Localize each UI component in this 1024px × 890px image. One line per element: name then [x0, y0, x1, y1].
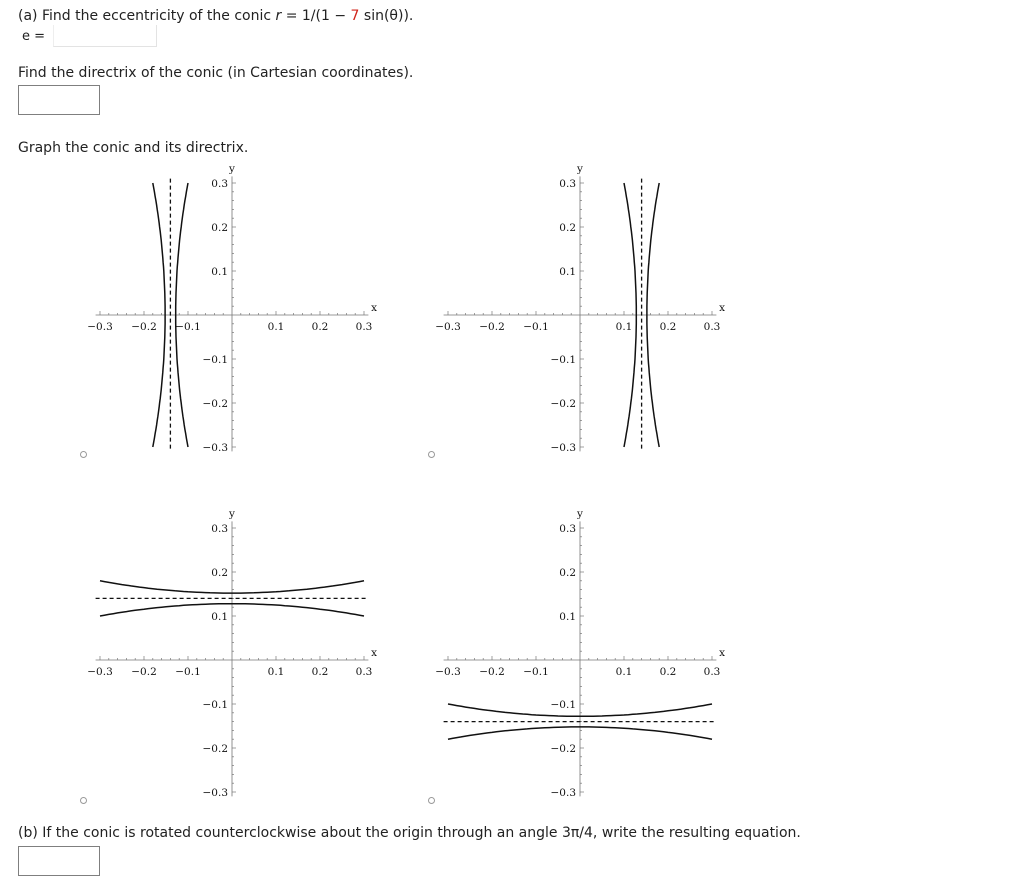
y-tick-label: 0.1 — [211, 611, 228, 623]
graph-option-3-radio[interactable] — [80, 797, 87, 804]
y-axis-label: y — [577, 508, 583, 520]
y-tick-label: −0.3 — [202, 787, 228, 799]
graph-option-2-radio[interactable] — [428, 451, 435, 458]
graph-option-4 — [435, 508, 725, 799]
graph-option-1-radio[interactable] — [80, 451, 87, 458]
x-tick-label: 0.1 — [267, 321, 285, 333]
x-tick-label: −0.3 — [435, 321, 461, 333]
rotated-equation-input[interactable] — [18, 846, 100, 876]
y-tick-label: 0.2 — [559, 567, 576, 579]
x-tick-label: 0.3 — [703, 321, 721, 333]
y-axis-label: y — [229, 508, 235, 520]
y-tick-label: −0.2 — [202, 743, 228, 755]
y-tick-label: 0.1 — [559, 611, 576, 623]
graph-option-1 — [87, 163, 377, 454]
y-tick-label: −0.1 — [202, 354, 228, 366]
y-tick-label: 0.1 — [559, 266, 576, 278]
y-tick-label: −0.1 — [202, 699, 228, 711]
y-axis-label: y — [577, 163, 583, 175]
x-tick-label: −0.3 — [87, 666, 113, 678]
x-tick-label: −0.2 — [131, 666, 157, 678]
graph-option-2 — [435, 163, 725, 454]
y-tick-label: −0.3 — [550, 442, 576, 454]
x-tick-label: −0.1 — [175, 321, 201, 333]
x-tick-label: −0.2 — [479, 321, 505, 333]
y-tick-label: −0.2 — [550, 398, 576, 410]
graph-option-3 — [87, 508, 377, 799]
y-tick-label: −0.2 — [550, 743, 576, 755]
directrix-prompt: Find the directrix of the conic (in Cartesian coordinates). — [18, 65, 414, 81]
y-tick-label: 0.2 — [559, 222, 576, 234]
x-tick-label: 0.1 — [615, 321, 633, 333]
x-tick-label: −0.2 — [479, 666, 505, 678]
y-tick-label: 0.3 — [559, 178, 576, 190]
y-tick-label: −0.2 — [202, 398, 228, 410]
y-tick-label: 0.1 — [211, 266, 228, 278]
x-tick-label: −0.3 — [87, 321, 113, 333]
y-tick-label: −0.1 — [550, 699, 576, 711]
x-axis-label: x — [371, 647, 378, 659]
x-tick-label: 0.3 — [355, 321, 373, 333]
x-tick-label: 0.1 — [267, 666, 285, 678]
y-tick-label: 0.3 — [559, 523, 576, 535]
y-tick-label: −0.3 — [202, 442, 228, 454]
question-a-prefix: (a) Find the eccentricity of the conic — [18, 8, 276, 24]
y-axis-label: y — [229, 163, 235, 175]
x-tick-label: −0.1 — [523, 666, 549, 678]
coefficient: 7 — [350, 8, 360, 24]
x-tick-label: −0.1 — [175, 666, 201, 678]
x-axis-label: x — [719, 302, 726, 314]
question-b-text: (b) If the conic is rotated counterclockwise about the origin through an angle 3π/4, write the resulting equation. — [18, 825, 801, 841]
equation-part: = 1/(1 − — [281, 8, 351, 24]
y-tick-label: 0.2 — [211, 567, 228, 579]
y-tick-label: −0.3 — [550, 787, 576, 799]
x-axis-label: x — [371, 302, 378, 314]
x-tick-label: 0.2 — [311, 666, 329, 678]
x-tick-label: −0.3 — [435, 666, 461, 678]
y-tick-label: 0.3 — [211, 178, 228, 190]
x-tick-label: −0.1 — [523, 321, 549, 333]
x-axis-label: x — [719, 647, 726, 659]
x-tick-label: 0.2 — [659, 666, 677, 678]
x-tick-label: 0.1 — [615, 666, 633, 678]
e-label: e = — [22, 29, 46, 44]
graph-option-4-radio[interactable] — [428, 797, 435, 804]
x-tick-label: −0.2 — [131, 321, 157, 333]
y-tick-label: 0.2 — [211, 222, 228, 234]
graph-prompt: Graph the conic and its directrix. — [18, 140, 249, 156]
r-variable: r — [275, 8, 282, 24]
x-tick-label: 0.2 — [311, 321, 329, 333]
y-tick-label: −0.1 — [550, 354, 576, 366]
equation-tail: sin(θ)). — [359, 8, 414, 24]
x-tick-label: 0.3 — [703, 666, 721, 678]
y-tick-label: 0.3 — [211, 523, 228, 535]
x-tick-label: 0.2 — [659, 321, 677, 333]
x-tick-label: 0.3 — [355, 666, 373, 678]
